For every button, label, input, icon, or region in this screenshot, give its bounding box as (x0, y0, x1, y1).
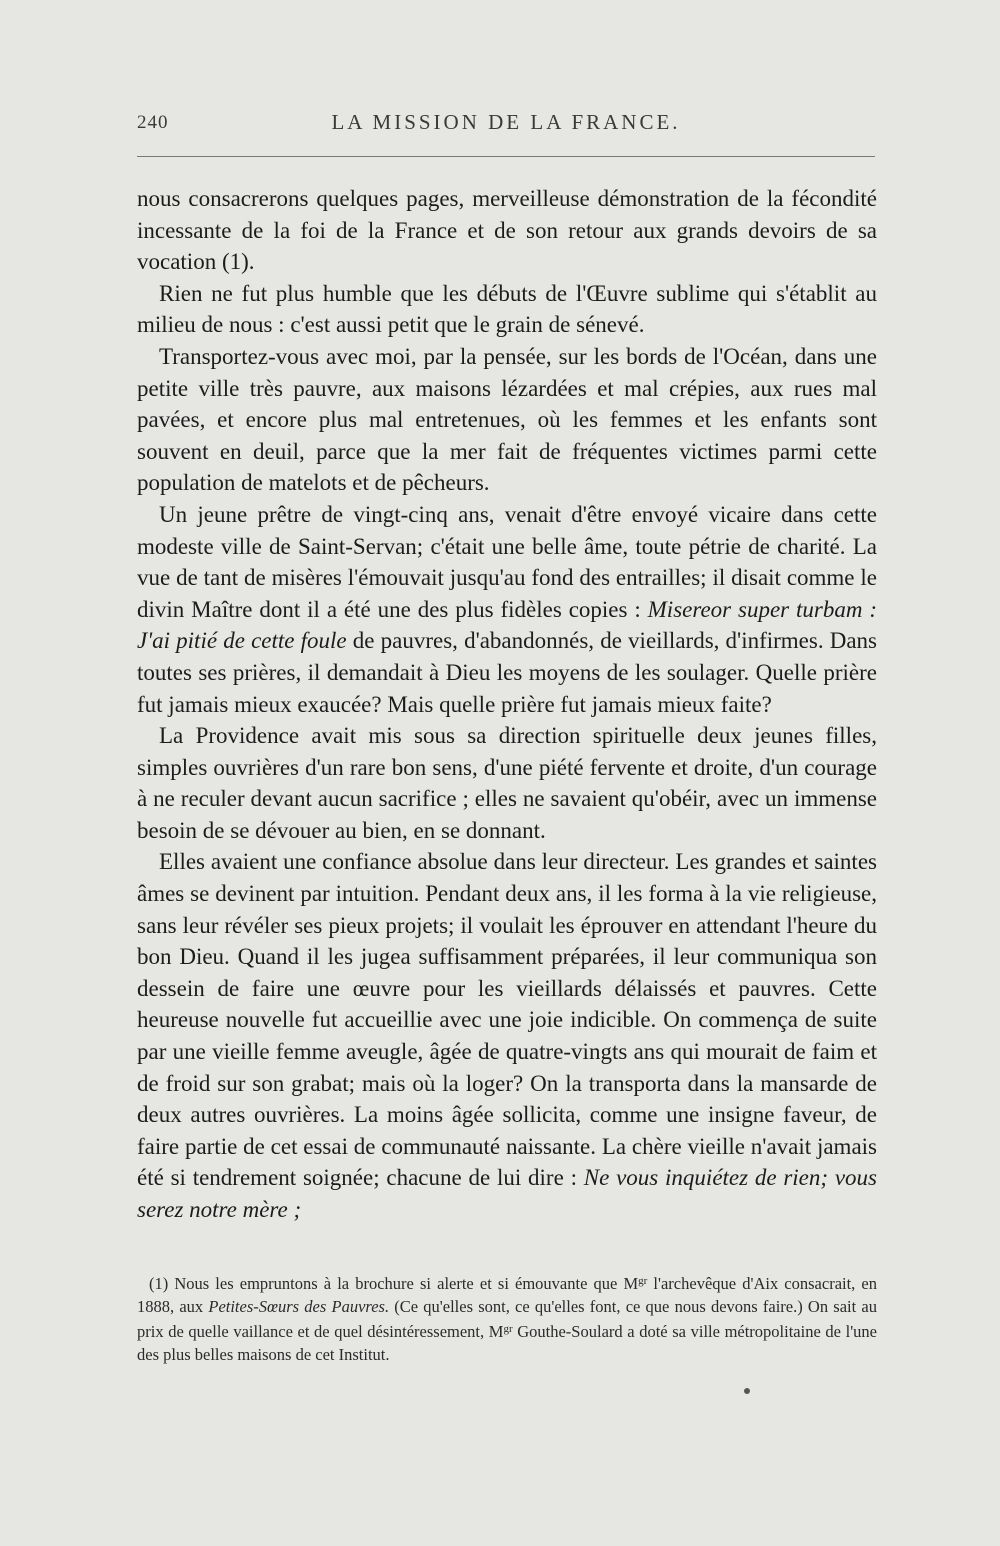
footnote-text-c: (Ce qu'elles sont, ce qu'elles font, ce que nous devons faire.) On sait au prix de quelle vaillance et de quel désintéressement, M (137, 1296, 877, 1341)
paragraph-2: Rien ne fut plus humble que les débuts de l'Œuvre sublime qui s'établit au milieu de nous : c'est aussi petit que le grain de sénevé. (137, 280, 877, 338)
paragraph-6-text-a: Elles avaient une confiance absolue dans leur directeur. Les grandes et saintes âmes se devinent par intuition. Pendant deux ans, il les forma à la vie religieuse, sans leur révéler ses pieux projets; il voulait les éprouver en attendant l'heure du bon Dieu. Quand il les jugea suffisamment préparées, il leur communiqua son dessein de faire une œuvre pour les vieillards délaissés et pauvres. Cette heureuse nouvelle fut accueillie avec une joie indicible. On commença de suite par une vieille femme aveugle, âgée de quatre-vingts ans qui mourait de faim et de froid sur son grabat; mais où la loger? On la transporta dans la mansarde de deux autres ouvrières. La moins âgée sollicita, comme une insigne faveur, de faire partie de cet essai de communauté naissante. La chère vieille n'avait jamais été si tendrement soignée; chacune de lui dire : (137, 849, 877, 1191)
footnote-superscript-1: gr (638, 1275, 648, 1287)
paragraph-4-text-b: de pauvres, d'abandonnés, de vieillards, d'infirmes. Dans toutes ses prières, il demandait à Dieu les moyens de les soulager. Quelle prière fut jamais mieux exaucée? Mais quelle prière fut jamais mieux faite? (137, 628, 878, 717)
body-text (137, 183, 877, 1226)
running-title: LA MISSION DE LA FRANCE. (331, 110, 681, 134)
page-header (137, 110, 875, 140)
footnote-text-d: Gouthe-Soulard a doté sa ville métropolitaine de l'une des plus belles maisons de cet Institut. (137, 1322, 877, 1364)
paragraph-5: La Providence avait mis sous sa direction spirituelle deux jeunes filles, simples ouvrières d'un rare bon sens, d'une piété fervente et droite, d'un courage à ne reculer devant aucun sacrifice ; elles ne savaient qu'obéir, avec un immense besoin de se dévouer au bien, en se donnant. (137, 723, 877, 843)
ink-speck (744, 1388, 750, 1394)
footnote-text-a: (1) Nous les empruntons à la brochure si alerte et si émouvante que M (149, 1274, 639, 1293)
page-number: 240 (137, 112, 169, 133)
footnote-text-b: l'archevêque d'Aix consacrait, en 1888, aux (137, 1274, 877, 1316)
footnote-superscript-2: gr (503, 1323, 513, 1335)
paragraph-4-latin-quote: Misereor super turbam : J'ai pitié de cette foule (137, 596, 878, 654)
paragraph-3: Transportez-vous avec moi, par la pensée, sur les bords de l'Océan, dans une petite ville très pauvre, aux maisons lézardées et mal crépies, aux rues mal pavées, et encore plus mal entretenues, où les femmes et les enfants sont souvent en deuil, parce que la mer fait de fréquentes victimes parmi cette population de matelots et de pêcheurs. (137, 343, 877, 496)
paragraph-1: nous consacrerons quelques pages, merveilleuse démonstration de la fécondité incessante de la foi de la France et de son retour aux grands devoirs de sa vocation (1). (137, 186, 877, 275)
paragraph-4 (137, 499, 877, 720)
paragraph-6-quote: Ne vous inquiétez de rien; vous serez notre mère ; (137, 1165, 877, 1222)
paragraph-4-text-a: Un jeune prêtre de vingt-cinq ans, venait d'être envoyé vicaire dans cette modeste ville de Saint-Servan; c'était une belle âme, toute pétrie de charité. La vue de tant de misères l'émouvait jusqu'au fond des entrailles; il disait comme le divin Maître dont il a été une des plus fidèles copies : (137, 501, 877, 622)
footnote-title: Petites-Sœurs des Pauvres. (208, 1296, 390, 1316)
paragraph-6 (137, 846, 877, 1225)
header-rule (137, 156, 875, 157)
footnote (137, 1270, 877, 1366)
